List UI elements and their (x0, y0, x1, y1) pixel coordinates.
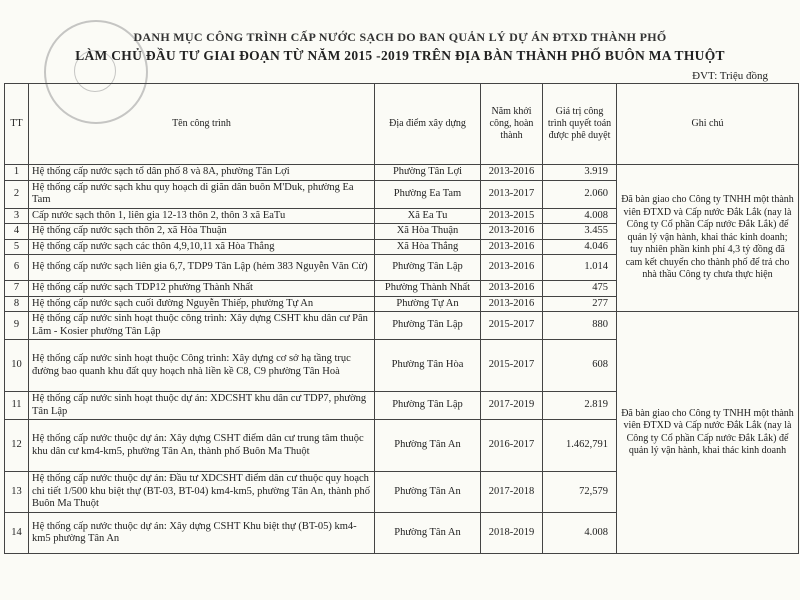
projects-table (4, 83, 799, 554)
row-location: Phường Tân Lập (375, 255, 481, 281)
row-project-name: Hệ thống cấp nước thuộc dự án: Xây dựng CSHT điểm dân cư trung tâm thuộc khu dân cư km4-km5, phường Tân An, thành phố Buôn Ma Thuột (29, 420, 375, 472)
row-location: Phường Ea Tam (375, 180, 481, 208)
header-note: Ghi chú (617, 84, 799, 165)
row-value: 4.008 (543, 513, 617, 554)
row-location: Phường Tân Hòa (375, 340, 481, 392)
row-location: Xã Hòa Thắng (375, 239, 481, 255)
row-number: 3 (5, 208, 29, 224)
row-number: 8 (5, 296, 29, 312)
row-number: 11 (5, 392, 29, 420)
row-location: Xã Hòa Thuận (375, 224, 481, 240)
row-number: 13 (5, 472, 29, 513)
row-note: Đã bàn giao cho Công ty TNHH một thành viên ĐTXD và Cấp nước Đắk Lắk (nay là Công ty Cổ phần Cấp nước Đắk Lắk) để quản lý vận hành, khai thác kinh doanh; tuy nhiên phần kinh phí 4,3 tỷ đồng đã cam kết chuyển cho thành phố để trả cho nhà thầu Công ty chưa thực hiện (617, 165, 799, 312)
row-number: 12 (5, 420, 29, 472)
row-note: Đã bàn giao cho Công ty TNHH một thành viên ĐTXD và Cấp nước Đắk Lắk (nay là Công ty Cổ phần Cấp nước Đắk Lắk) để quản lý vận hành, khai thác kinh doanh (617, 312, 799, 554)
row-location: Xã Ea Tu (375, 208, 481, 224)
row-years: 2013-2016 (481, 296, 543, 312)
header-years: Năm khởi công, hoàn thành (481, 84, 543, 165)
row-location: Phường Tân An (375, 513, 481, 554)
row-years: 2013-2016 (481, 224, 543, 240)
row-years: 2013-2016 (481, 165, 543, 181)
row-value: 3.455 (543, 224, 617, 240)
row-value: 1.462,791 (543, 420, 617, 472)
row-years: 2017-2018 (481, 472, 543, 513)
row-value: 475 (543, 281, 617, 297)
row-project-name: Hệ thống cấp nước sạch TDP12 phường Thành Nhất (29, 281, 375, 297)
row-years: 2016-2017 (481, 420, 543, 472)
row-years: 2013-2017 (481, 180, 543, 208)
row-value: 2.060 (543, 180, 617, 208)
row-location: Phường Tự An (375, 296, 481, 312)
row-number: 6 (5, 255, 29, 281)
row-number: 9 (5, 312, 29, 340)
header-location: Địa điểm xây dựng (375, 84, 481, 165)
row-value: 277 (543, 296, 617, 312)
row-years: 2015-2017 (481, 312, 543, 340)
row-project-name: Hệ thống cấp nước sạch tổ dân phố 8 và 8A, phường Tân Lợi (29, 165, 375, 181)
row-value: 608 (543, 340, 617, 392)
row-project-name: Hệ thống cấp nước sạch liên gia 6,7, TDP9 Tân Lập (hẻm 383 Nguyễn Văn Cừ) (29, 255, 375, 281)
row-number: 10 (5, 340, 29, 392)
row-project-name: Hệ thống cấp nước sinh hoạt thuộc công trình: Xây dựng CSHT khu dân cư Pân Lăm - Kosier phường Tân Lập (29, 312, 375, 340)
document-title-line2: LÀM CHỦ ĐẦU TƯ GIAI ĐOẠN TỪ NĂM 2015 -2019 TRÊN ĐỊA BÀN THÀNH PHỐ BUÔN MA THUỘT (75, 48, 725, 63)
row-value: 2.819 (543, 392, 617, 420)
unit-label: ĐVT: Triệu đồng (692, 70, 768, 82)
row-number: 2 (5, 180, 29, 208)
row-project-name: Hệ thống cấp nước thuộc dự án: Đầu tư XDCSHT điểm dân cư thuộc quy hoạch chi tiết 1/500 khu biệt thự (BT-03, BT-04) km4-km5, phường Tân An, thành phố Buôn Ma Thuột (29, 472, 375, 513)
row-location: Phường Tân Lập (375, 312, 481, 340)
row-years: 2013-2016 (481, 281, 543, 297)
header-tt: TT (5, 84, 29, 165)
header-name: Tên công trình (29, 84, 375, 165)
row-value: 4.046 (543, 239, 617, 255)
row-value: 4.008 (543, 208, 617, 224)
row-years: 2017-2019 (481, 392, 543, 420)
row-location: Phường Tân An (375, 420, 481, 472)
row-years: 2018-2019 (481, 513, 543, 554)
row-project-name: Cấp nước sạch thôn 1, liên gia 12-13 thôn 2, thôn 3 xã EaTu (29, 208, 375, 224)
row-number: 1 (5, 165, 29, 181)
row-number: 4 (5, 224, 29, 240)
row-number: 5 (5, 239, 29, 255)
row-years: 2013-2016 (481, 255, 543, 281)
document-title-line1: DANH MỤC CÔNG TRÌNH CẤP NƯỚC SẠCH DO BAN QUẢN LÝ DỰ ÁN ĐTXD THÀNH PHỐ (133, 30, 667, 44)
table-row (5, 312, 799, 340)
row-project-name: Hệ thống cấp nước sạch thôn 2, xã Hòa Thuận (29, 224, 375, 240)
row-number: 7 (5, 281, 29, 297)
row-location: Phường Tân Lập (375, 392, 481, 420)
row-location: Phường Tân Lợi (375, 165, 481, 181)
row-years: 2015-2017 (481, 340, 543, 392)
table-body (5, 165, 799, 554)
header-value: Giá trị công trình quyết toán được phê duyệt (543, 84, 617, 165)
row-location: Phường Thành Nhất (375, 281, 481, 297)
row-project-name: Hệ thống cấp nước thuộc dự án: Xây dựng CSHT Khu biệt thự (BT-05) km4-km5 phường Tân An (29, 513, 375, 554)
table-row (5, 165, 799, 181)
row-project-name: Hệ thống cấp nước sạch các thôn 4,9,10,11 xã Hòa Thắng (29, 239, 375, 255)
row-project-name: Hệ thống cấp nước sinh hoạt thuộc dự án: XDCSHT khu dân cư TDP7, phường Tân Lập (29, 392, 375, 420)
row-location: Phường Tân An (375, 472, 481, 513)
row-project-name: Hệ thống cấp nước sinh hoạt thuộc Công trình: Xây dựng cơ sở hạ tầng trục đường bao quanh khu đất quy hoạch nhà liền kề C8, C9 phường Tân Hoà (29, 340, 375, 392)
row-years: 2013-2016 (481, 239, 543, 255)
row-project-name: Hệ thống cấp nước sạch cuối đường Nguyễn Thiếp, phường Tự An (29, 296, 375, 312)
row-value: 3.919 (543, 165, 617, 181)
row-value: 72,579 (543, 472, 617, 513)
row-project-name: Hệ thống cấp nước sạch khu quy hoạch di giãn dân buôn M'Duk, phường Ea Tam (29, 180, 375, 208)
row-years: 2013-2015 (481, 208, 543, 224)
row-value: 880 (543, 312, 617, 340)
row-value: 1.014 (543, 255, 617, 281)
row-number: 14 (5, 513, 29, 554)
